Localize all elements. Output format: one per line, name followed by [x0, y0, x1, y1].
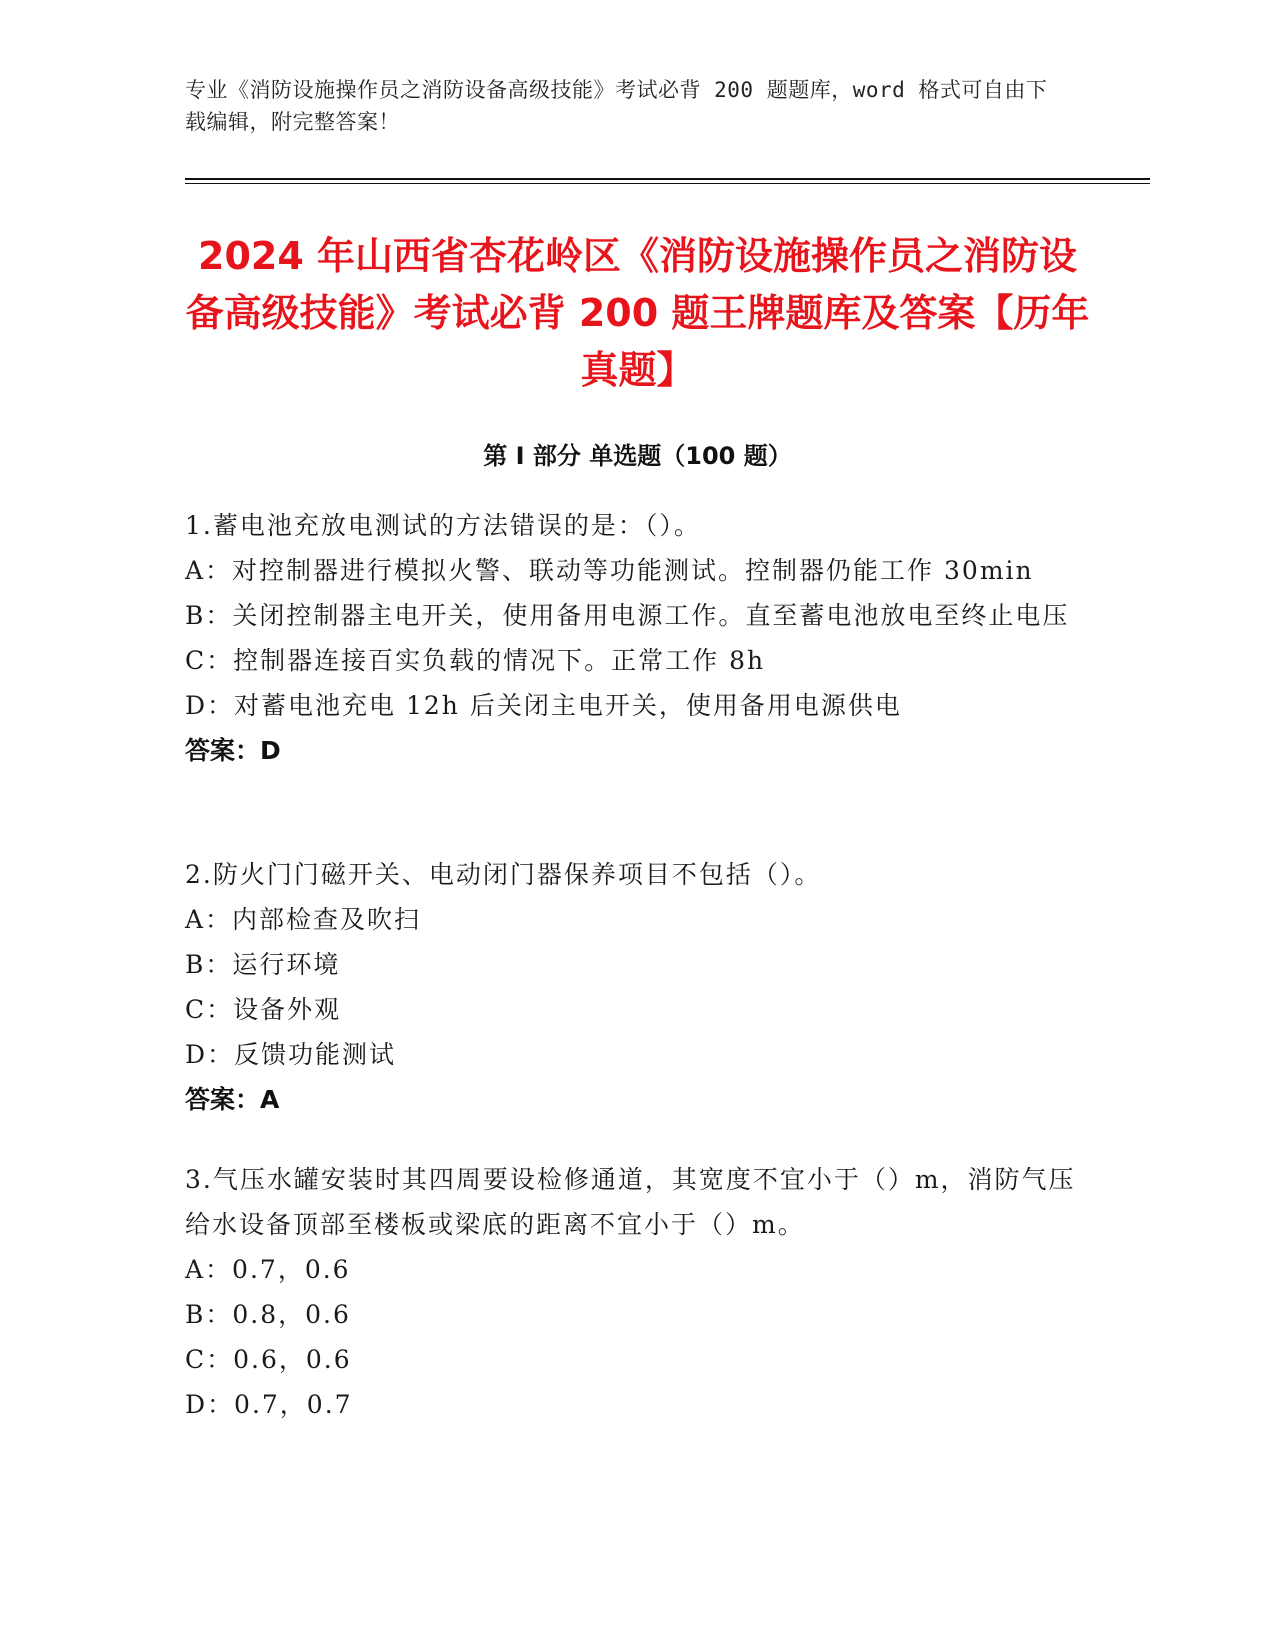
option-b: B：0.8，0.6 — [185, 1300, 351, 1329]
option-d: D：反馈功能测试 — [185, 1040, 397, 1069]
header-divider-thin — [185, 183, 1150, 184]
question-stem: 2.防火门门磁开关、电动闭门器保养项目不包括（）。 — [185, 860, 822, 889]
question-stem: 3.气压水罐安装时其四周要设检修通道，其宽度不宜小于（）m，消防气压给水设备顶部至楼板或梁底的距离不宜小于（）m。 — [185, 1165, 1076, 1239]
header-note: 专业《消防设施操作员之消防设备高级技能》考试必背 200 题题库，word 格式可自由下载编辑，附完整答案！ — [185, 78, 1048, 134]
answer: 答案：A — [185, 1085, 280, 1114]
option-d: D：0.7，0.7 — [185, 1390, 353, 1419]
option-b: B：运行环境 — [185, 950, 341, 979]
option-d: D：对蓄电池充电 12h 后关闭主电开关，使用备用电源供电 — [185, 691, 902, 720]
option-c: C：设备外观 — [185, 995, 342, 1024]
answer: 答案：D — [185, 736, 281, 765]
option-a: A：内部检查及吹扫 — [185, 905, 422, 934]
document-title: 2024 年山西省杏花岭区《消防设施操作员之消防设备高级技能》考试必背 200 题王牌题库及答案【历年真题】 — [185, 234, 1090, 392]
option-a: A：0.7，0.6 — [185, 1255, 351, 1284]
option-b: B：关闭控制器主电开关，使用备用电源工作。直至蓄电池放电至终止电压 — [185, 601, 1070, 630]
option-c: C：0.6，0.6 — [185, 1345, 352, 1374]
question-2 — [185, 852, 1085, 1122]
question-1 — [185, 503, 1085, 773]
section-title: 第 I 部分 单选题（100 题） — [483, 442, 792, 470]
header-divider-thick — [185, 178, 1150, 180]
option-c: C：控制器连接百实负载的情况下。正常工作 8h — [185, 646, 766, 675]
option-a: A：对控制器进行模拟火警、联动等功能测试。控制器仍能工作 30min — [185, 556, 1034, 585]
question-3 — [185, 1157, 1085, 1427]
question-stem: 1.蓄电池充放电测试的方法错误的是：（）。 — [185, 511, 701, 540]
